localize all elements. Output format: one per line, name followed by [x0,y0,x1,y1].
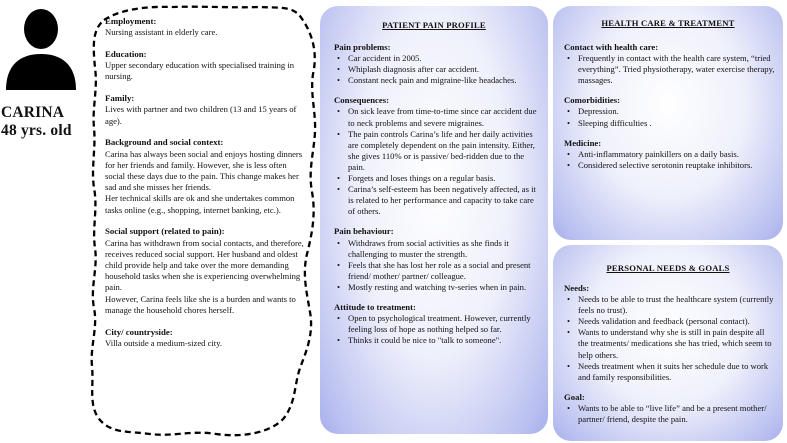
goal-heading: Goal: [564,391,585,402]
employment-heading: Employment: [105,16,157,26]
background-text-2: Her technical skills are ok and she undertakes common tasks online (e.g., shopping, internet banking, etc.). [105,193,295,215]
family-section [105,93,305,127]
comorbidities-heading: Comorbidities: [564,95,620,106]
list-item: • Anti-inflammatory painkillers on a daily basis. [564,149,776,160]
list-item: • Wants to understand why she is still in pain despite all the treatments/ medications she has tried, which seem to help others. [564,327,776,360]
list-item: • The pain controls Carina’s life and her daily activities are completely dependent on the pain intensity. Either, she gives 110% or is passive/ bed-ridden due to the pain. [334,129,538,173]
social-support-text: Carina has withdrawn from social contacts, and therefore, receives reduced social support. Her husband and oldest child provide help and take over the more demanding household tasks when she is experiencing overwhelming pain. [105,237,304,293]
medicine-section [564,138,776,171]
persona-details [105,16,305,360]
list-item: • Feels that she has lost her role as a social and present friend/ mother/ partner/ colleague. [334,260,538,282]
contact-heading: Contact with health care: [564,42,659,52]
pain-behaviour-section [334,226,538,293]
persona-heading [1,104,72,140]
social-support-heading: Social support (related to pain): [105,226,225,237]
list-item: • Mostly resting and watching tv-series when in pain. [334,282,538,293]
comorbidities-section [564,95,776,128]
list-item: • Open to psychological treatment. However, currently feeling loss of hope as nothing helped so far. [334,313,538,335]
list-item: • Whiplash diagnosis after car accident. [334,64,538,75]
background-heading: Background and social context: [105,137,224,148]
persona-age: 48 yrs. old [1,122,72,139]
contact-section [564,42,776,86]
employment-section [105,16,305,38]
list-item: • Needs to be able to trust the healthcare system (currently feels no trust). [564,294,776,316]
pain-problems-heading: Pain problems: [334,42,391,52]
family-text: Lives with partner and two children (13 and 15 years of age). [105,104,297,126]
education-text: Upper secondary education with specialised training in nursing. [105,60,295,82]
education-section [105,49,305,83]
needs-goals-title: PERSONAL NEEDS & GOALS [606,263,730,273]
location-section [105,327,305,349]
list-item: • Considered selective serotonin reuptake inhibitors. [564,160,776,171]
list-item: • Forgets and loses things on a regular basis. [334,173,538,184]
list-item: • Depression. [564,106,776,117]
list-item: • Car accident in 2005. [334,53,538,64]
persona-name: CARINA [1,104,65,121]
needs-heading: Needs: [564,283,590,293]
employment-text: Nursing assistant in elderly care. [105,27,218,38]
family-heading: Family: [105,93,135,104]
goal-section [564,392,776,425]
list-item: • Thinks it could be nice to "talk to someone". [334,335,538,346]
social-support-text-2: However, Carina feels like she is a burden and wants to manage the household chores herself. [105,293,296,315]
list-item: • Needs treatment when it suits her schedule due to work and family responsibilities. [564,361,776,383]
consequences-heading: Consequences: [334,95,390,106]
consequences-section [334,95,538,217]
list-item: • Carina’s self-esteem has been negatively affected, as it is related to her performance and capacity to take care of others. [334,184,538,217]
pain-behaviour-heading: Pain behaviour: [334,226,394,237]
social-support-section [105,226,305,316]
list-item: • Frequently in contact with the health care system, “tried everything”. Tried physiotherapy, water exercise therapy, massages. [564,53,776,86]
pain-problems-section [334,42,538,86]
background-text: Carina has always been social and enjoys hosting dinners for her friends and family. However, she is less often social these days due to the pain. This change makes her sad and she misses her friends. [105,148,303,193]
person-silhouette-icon [2,2,80,90]
list-item: • Constant neck pain and migraine-like headaches. [334,75,538,86]
needs-section [564,283,776,383]
attitude-section [334,302,538,346]
health-care-card [553,6,783,240]
list-item: • On sick leave from time-to-time since car accident due to neck problems and severe migraines. [334,106,538,128]
list-item: • Sleeping difficulties . [564,118,776,129]
list-item: • Needs validation and feedback (personal contact). [564,316,776,327]
pain-profile-title: PATIENT PAIN PROFILE [382,20,486,30]
medicine-heading: Medicine: [564,137,602,148]
education-heading: Education: [105,49,147,59]
location-heading: City/ countryside: [105,326,173,337]
location-text: Villa outside a medium-sized city. [105,337,223,348]
needs-goals-card [553,245,783,441]
list-item: • Withdraws from social activities as she finds it challenging to muster the strength. [334,238,538,260]
attitude-heading: Attitude to treatment: [334,301,416,312]
background-section [105,137,305,215]
health-care-title: HEALTH CARE & TREATMENT [601,18,735,28]
list-item: • Wants to be able to “live life” and be a present mother/ partner/ friend, despite the pain. [564,403,776,425]
pain-profile-card [320,6,548,434]
